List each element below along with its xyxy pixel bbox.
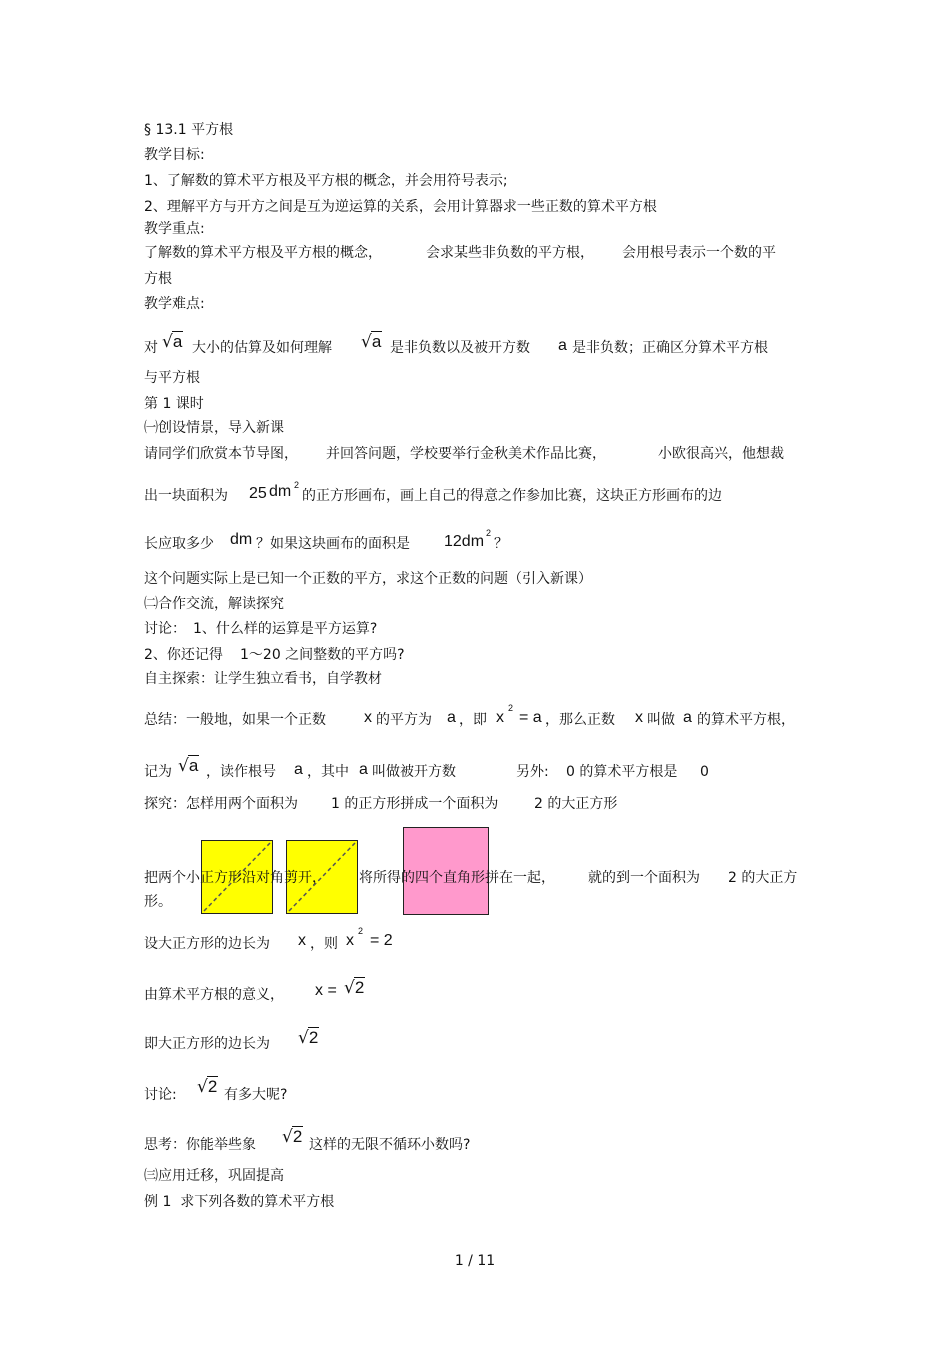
area-value-12: 12dm bbox=[444, 533, 485, 550]
summary-text-k: 另外: bbox=[516, 764, 549, 780]
var-a: a bbox=[294, 761, 303, 778]
square-root-icon: √ bbox=[282, 1127, 293, 1147]
cut-text-2: 形。 bbox=[144, 894, 172, 910]
square-root-icon: √ bbox=[361, 332, 372, 352]
discuss-text-2b: 1～20 之间整数的平方吗? bbox=[240, 647, 405, 663]
summary-text-l: 0 的算术平方根是 bbox=[566, 764, 678, 780]
discuss-3-text: 有多大呢? bbox=[224, 1087, 288, 1103]
step-2-heading: ㈡合作交流，解读探究 bbox=[144, 596, 284, 612]
discuss-text-2a: 2、你还记得 bbox=[144, 647, 223, 663]
explore-text-b: 1 的正方形拼成一个面积为 bbox=[331, 796, 499, 812]
exponent: 2 bbox=[294, 480, 300, 490]
var-a: a bbox=[558, 337, 567, 354]
summary-text-f: 的算术平方根， bbox=[697, 712, 795, 728]
cut-text-a: 把两个小正方形沿对角剪开， bbox=[144, 870, 326, 886]
section-title: § 13.1 平方根 bbox=[144, 122, 234, 138]
goal-1: 1、了解数的算术平方根及平方根的概念，并会用符号表示; bbox=[144, 173, 508, 189]
sqrt-a-expression: √a bbox=[162, 332, 183, 352]
sqrt-a-expression: √a bbox=[178, 756, 199, 776]
intro-text-3b: ？如果这块画布的面积是 bbox=[256, 536, 410, 552]
exponent: 2 bbox=[508, 703, 514, 713]
var-x: x bbox=[496, 709, 504, 726]
step-3-heading: ㈢应用迁移，巩固提高 bbox=[144, 1168, 284, 1184]
lesson-label: 第 1 课时 bbox=[144, 396, 204, 412]
difficulty-text-c: 是非负数以及被开方数 bbox=[390, 340, 530, 356]
example-1: 例 1 求下列各数的算术平方根 bbox=[144, 1194, 335, 1210]
set-text-b: ，则 bbox=[310, 936, 338, 952]
var-x: x bbox=[635, 709, 643, 726]
square-root-icon: √ bbox=[197, 1077, 208, 1097]
goals-heading: 教学目标: bbox=[144, 147, 205, 163]
sqrt-a-expression: √a bbox=[361, 332, 382, 352]
explore-text-c: 2 的大正方形 bbox=[534, 796, 618, 812]
focus-text-1b: 会求某些非负数的平方根， bbox=[426, 245, 594, 261]
difficulty-text-a: 对 bbox=[144, 340, 158, 356]
focus-text-1c: 会用根号表示一个数的平 bbox=[622, 245, 776, 261]
equals-2: = 2 bbox=[370, 932, 393, 949]
summary-text-i: ，其中 bbox=[307, 764, 349, 780]
var-a: a bbox=[683, 709, 692, 726]
sqrt-2-expression: √2 bbox=[197, 1077, 218, 1097]
var-a: a bbox=[447, 709, 456, 726]
cut-text-b: 将所得的四个直角形拼在一起， bbox=[359, 870, 555, 886]
summary-text-g: 记为 bbox=[144, 764, 172, 780]
exponent: 2 bbox=[358, 926, 364, 936]
summary-text-m: 0 bbox=[700, 764, 709, 780]
summary-text-a: 总结：一般地，如果一个正数 bbox=[144, 712, 326, 728]
goal-2: 2、理解平方与开方之间是互为逆运算的关系，会用计算器求一些正数的算术平方根 bbox=[144, 199, 657, 215]
side-text: 即大正方形的边长为 bbox=[144, 1036, 270, 1052]
focus-heading: 教学重点: bbox=[144, 221, 205, 237]
square-root-icon: √ bbox=[344, 978, 355, 998]
sqrt-2-expression: √2 bbox=[282, 1127, 303, 1147]
summary-text-d: ，那么正数 bbox=[545, 712, 615, 728]
summary-text-b: 的平方为 bbox=[376, 712, 432, 728]
summary-text-j: 叫做被开方数 bbox=[372, 764, 456, 780]
summary-text-h: ，读作根号 bbox=[206, 764, 276, 780]
x-equals: x = bbox=[315, 982, 337, 999]
meaning-text: 由算术平方根的意义， bbox=[144, 987, 284, 1003]
difficulty-text-b: 大小的估算及如何理解 bbox=[192, 340, 332, 356]
sqrt-2-expression: √2 bbox=[298, 1028, 319, 1048]
cut-text-c: 就的到一个面积为 bbox=[588, 870, 700, 886]
sqrt-2-expression: √2 bbox=[344, 978, 365, 998]
summary-text-c: ，即 bbox=[459, 712, 487, 728]
focus-text-1a: 了解数的算术平方根及平方根的概念， bbox=[144, 245, 382, 261]
difficulty-heading: 教学难点: bbox=[144, 296, 205, 312]
discuss-label: 讨论： bbox=[144, 621, 186, 637]
self-study: 自主探索：让学生独立看书，自学教材 bbox=[144, 671, 382, 687]
discuss-question-1: 1、什么样的运算是平方运算? bbox=[193, 621, 378, 637]
summary-text-e: 叫做 bbox=[647, 712, 675, 728]
intro-text-2b: 的正方形画布，画上自己的得意之作参加比赛，这块正方形画布的边 bbox=[302, 488, 722, 504]
explore-text-a: 探究：怎样用两个面积为 bbox=[144, 796, 298, 812]
equals-a: = a bbox=[519, 709, 542, 726]
think-text-a: 思考：你能举些象 bbox=[144, 1137, 256, 1153]
exponent: 2 bbox=[486, 528, 492, 538]
difficulty-text-2: 与平方根 bbox=[144, 370, 200, 386]
var-x: x bbox=[364, 709, 372, 726]
focus-text-2: 方根 bbox=[144, 271, 172, 287]
think-text-b: 这样的无限不循环小数吗? bbox=[309, 1137, 471, 1153]
var-x: x bbox=[346, 932, 354, 949]
cut-text-d: 2 的大正方 bbox=[728, 870, 798, 886]
unit-dm: dm bbox=[269, 483, 292, 500]
square-root-icon: √ bbox=[298, 1028, 309, 1048]
step-1-heading: ㈠创设情景，导入新课 bbox=[144, 420, 284, 436]
intro-text-4: 这个问题实际上是已知一个正数的平方，求这个正数的问题（引入新课） bbox=[144, 571, 592, 587]
intro-text-3c: ？ bbox=[494, 536, 508, 552]
intro-text-1c: 小欧很高兴，他想裁 bbox=[658, 446, 784, 462]
intro-text-1b: 并回答问题，学校要举行金秋美术作品比赛， bbox=[326, 446, 606, 462]
discuss-3-label: 讨论: bbox=[144, 1087, 177, 1103]
area-value: 25 bbox=[249, 485, 267, 502]
square-root-icon: √ bbox=[162, 332, 173, 352]
var-a: a bbox=[359, 761, 368, 778]
set-text-a: 设大正方形的边长为 bbox=[144, 936, 270, 952]
page-number: 1 / 11 bbox=[454, 1253, 496, 1269]
var-x: x bbox=[298, 932, 306, 949]
unit-dm: dm bbox=[230, 531, 253, 548]
intro-text-1a: 请同学们欣赏本节导图， bbox=[144, 446, 298, 462]
square-root-icon: √ bbox=[178, 756, 189, 776]
intro-text-2a: 出一块面积为 bbox=[144, 488, 228, 504]
intro-text-3a: 长应取多少 bbox=[144, 536, 214, 552]
difficulty-text-d: 是非负数；正确区分算术平方根 bbox=[572, 340, 768, 356]
